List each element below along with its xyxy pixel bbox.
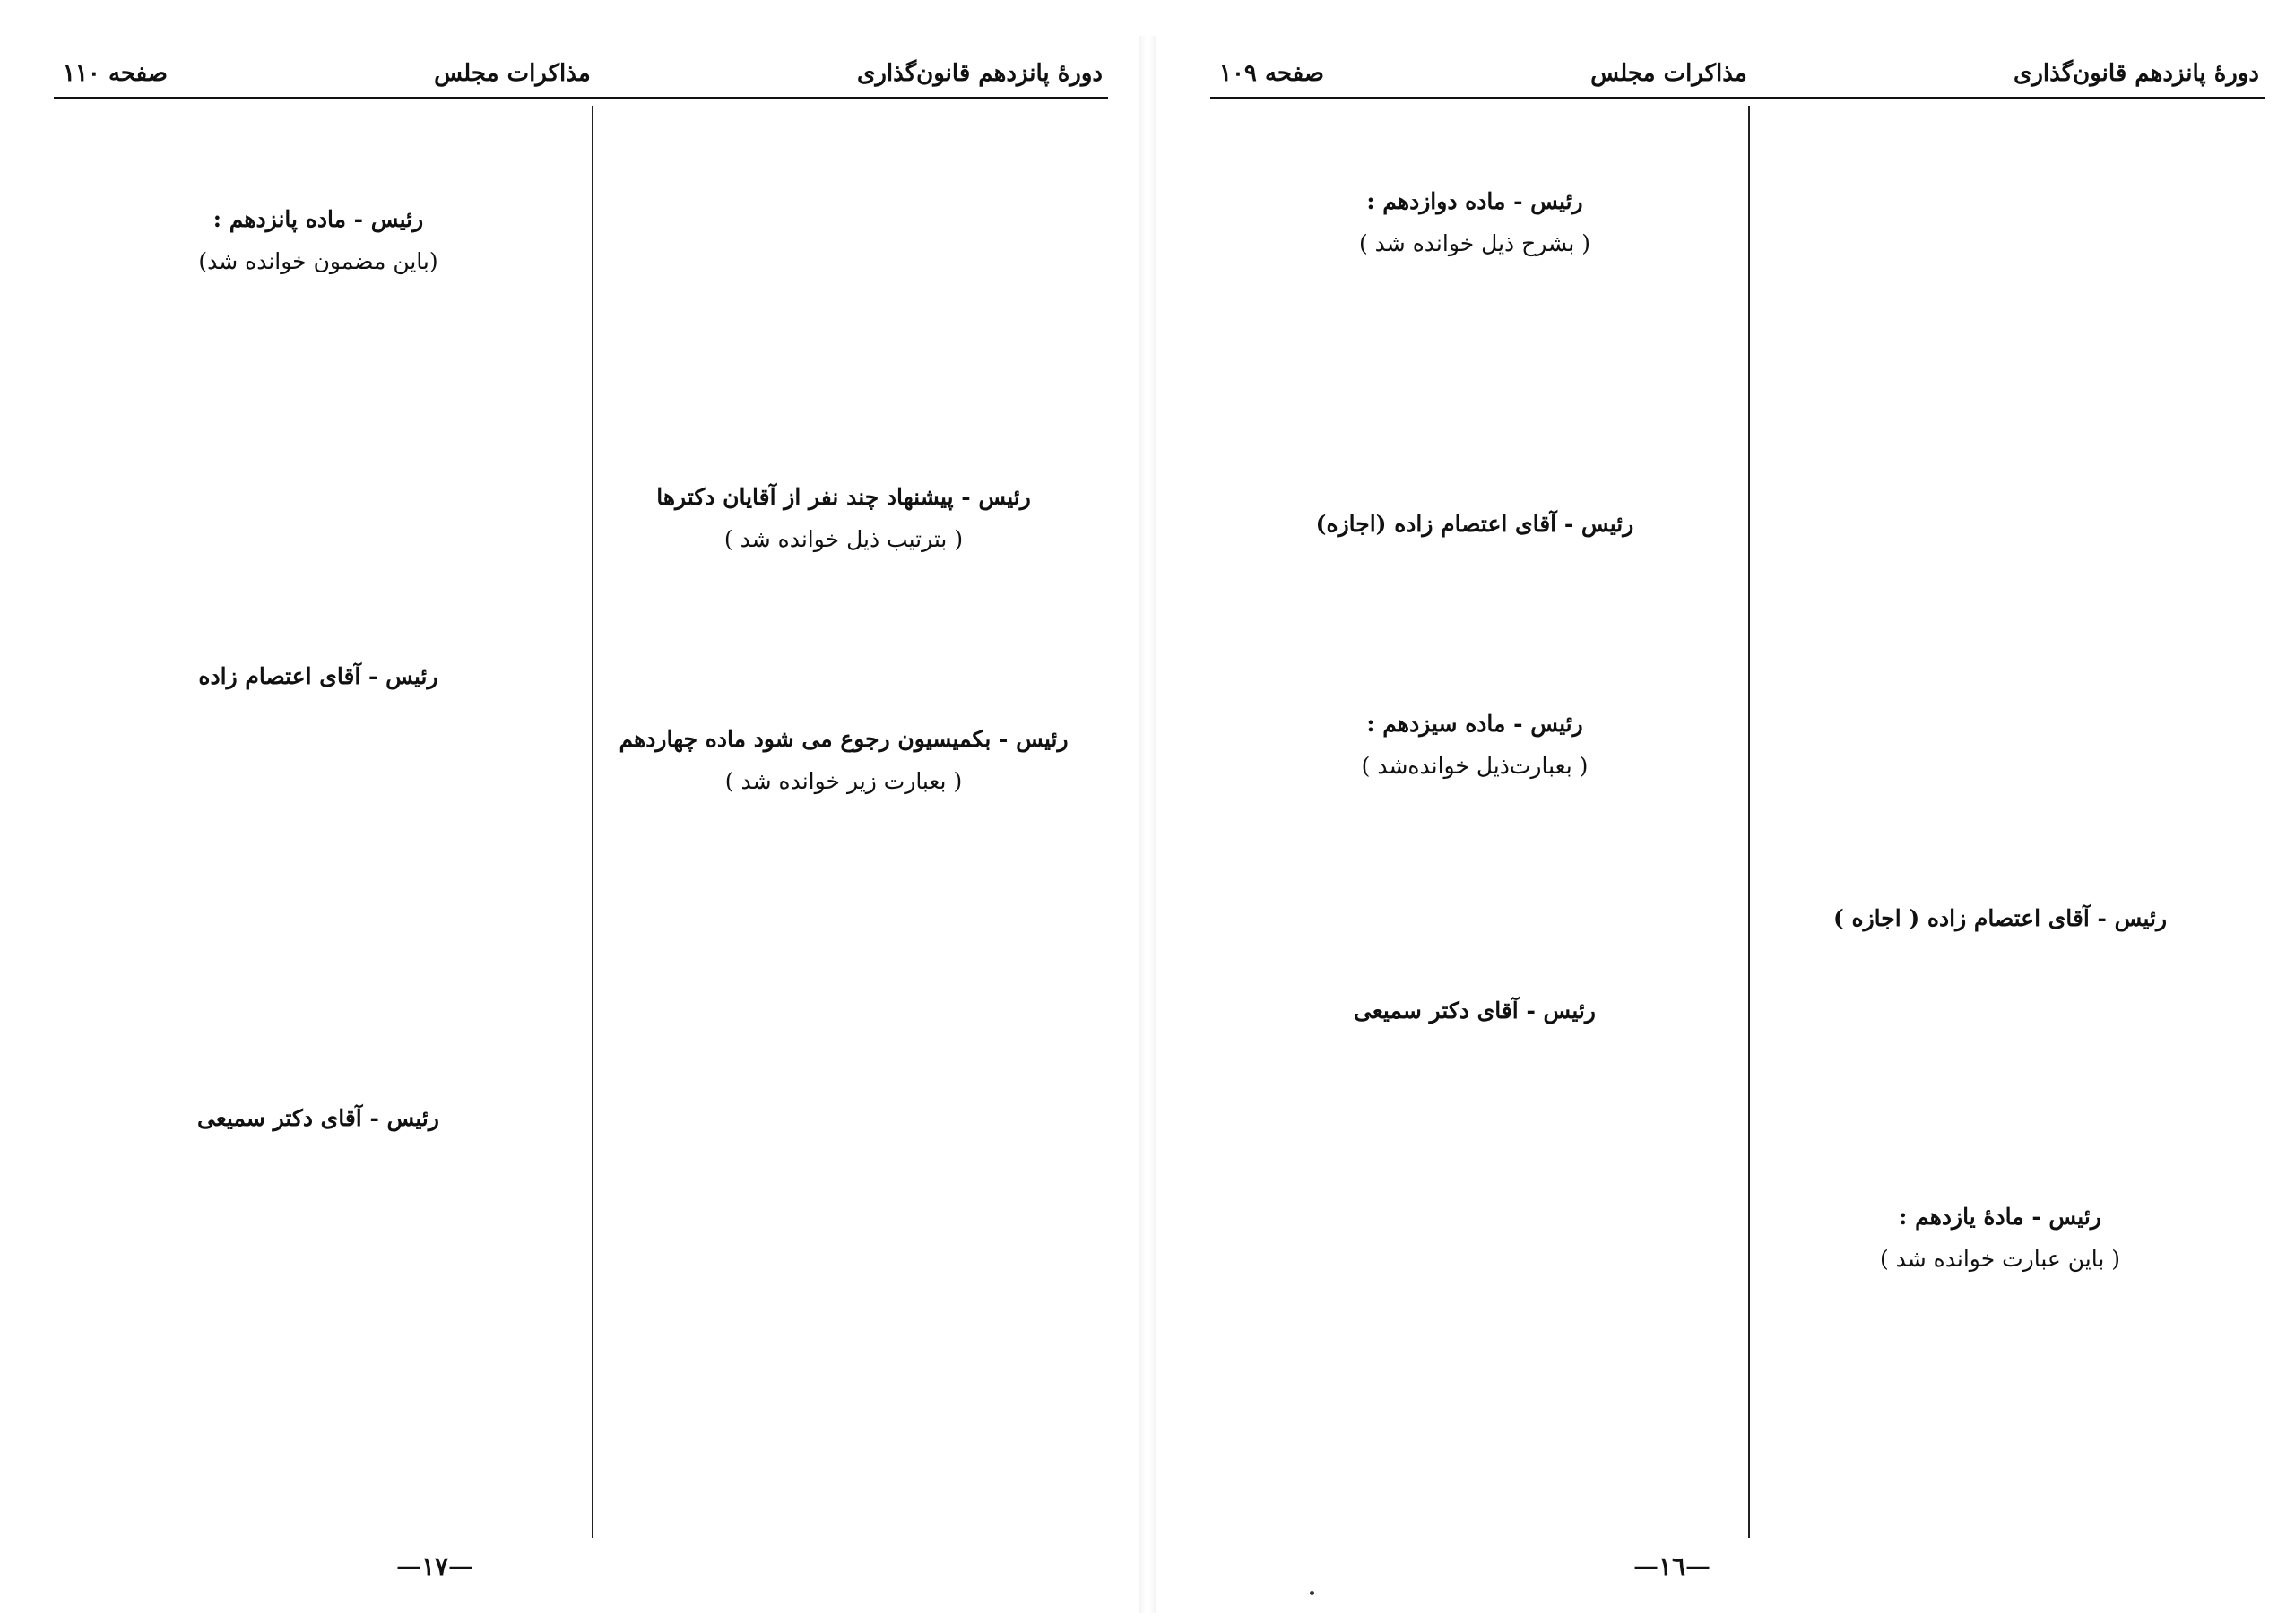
column-heading: رئیس - پیشنهاد چند نفر از آقایان دکترها bbox=[656, 484, 1031, 510]
right-page-header bbox=[1219, 56, 2259, 91]
column-heading: رئیس - آقای اعتصام زاده ( اجازه ) bbox=[1832, 905, 2168, 931]
right-page-left-column bbox=[1210, 106, 1739, 1543]
illegible-text-block bbox=[1210, 267, 1739, 500]
left-session-title: دورهٔ پانزدهم قانون‌گذاری bbox=[856, 60, 1103, 87]
column-heading: (باین مضمون خوانده شد) bbox=[198, 248, 438, 274]
column-heading: رئیس - آقای دکتر سمیعی bbox=[1354, 998, 1596, 1024]
illegible-text-block bbox=[1736, 942, 2265, 1193]
left-page-right-column bbox=[579, 106, 1108, 1543]
column-heading: ( بشرح ذیل خوانده شد ) bbox=[1358, 230, 1591, 256]
illegible-text-block bbox=[579, 563, 1108, 715]
column-heading: رئیس - ماده پانزدهم : bbox=[212, 206, 424, 232]
left-column-rule bbox=[592, 106, 593, 1538]
right-page-number: صفحه ۱۰۹ bbox=[1219, 60, 1324, 87]
right-header-rule bbox=[1210, 97, 2265, 99]
illegible-text-block bbox=[54, 700, 583, 1094]
column-heading: رئیس - آقای دکتر سمیعی bbox=[197, 1105, 439, 1131]
illegible-text-block bbox=[579, 106, 1108, 473]
left-page bbox=[0, 0, 1139, 1624]
illegible-text-block bbox=[54, 285, 583, 652]
column-heading: رئیس - ماده سیزدهم : bbox=[1366, 711, 1583, 737]
column-heading: ( بترتیب ذیل خوانده شد ) bbox=[723, 526, 964, 552]
column-heading: رئیس - بکمیسیون رجوع می شود ماده چهاردهم bbox=[619, 726, 1069, 752]
left-header-rule bbox=[54, 97, 1108, 99]
illegible-text-block bbox=[1210, 790, 1739, 987]
illegible-text-block bbox=[54, 106, 583, 195]
book-gutter bbox=[1139, 36, 1156, 1613]
column-heading: ( بعبارت زیر خوانده شد ) bbox=[724, 768, 963, 794]
illegible-text-block bbox=[1736, 106, 2265, 894]
column-heading: رئیس - آقای اعتصام زاده bbox=[198, 663, 438, 689]
right-page-footer: —١٦— bbox=[1632, 1551, 1711, 1581]
column-heading: رئیس - ماده دوازدهم : bbox=[1366, 188, 1583, 214]
left-page-header bbox=[63, 56, 1103, 91]
scan-speck bbox=[1310, 1591, 1314, 1595]
left-page-number: صفحه ۱۱۰ bbox=[63, 60, 168, 87]
column-heading: رئیس - آقای اعتصام زاده (اجازه) bbox=[1315, 511, 1634, 537]
right-page-right-column bbox=[1736, 106, 2265, 1543]
right-journal-title: مذاکرات مجلس bbox=[1590, 60, 1747, 87]
left-journal-title: مذاکرات مجلس bbox=[434, 60, 591, 87]
illegible-text-block bbox=[1210, 106, 1739, 177]
right-session-title: دورهٔ پانزدهم قانون‌گذاری bbox=[2013, 60, 2259, 87]
column-heading: ( بعبارت‌ذیل خوانده‌شد ) bbox=[1361, 753, 1589, 779]
column-heading: ( باین عبارت خوانده شد ) bbox=[1879, 1246, 2121, 1272]
illegible-text-block bbox=[1210, 548, 1739, 700]
left-page-footer: —١٧— bbox=[395, 1551, 474, 1581]
right-page bbox=[1156, 0, 2295, 1624]
left-page-left-column bbox=[54, 106, 583, 1543]
right-column-rule bbox=[1748, 106, 1750, 1538]
column-heading: رئیس - مادهٔ یازدهم : bbox=[1899, 1204, 2101, 1230]
